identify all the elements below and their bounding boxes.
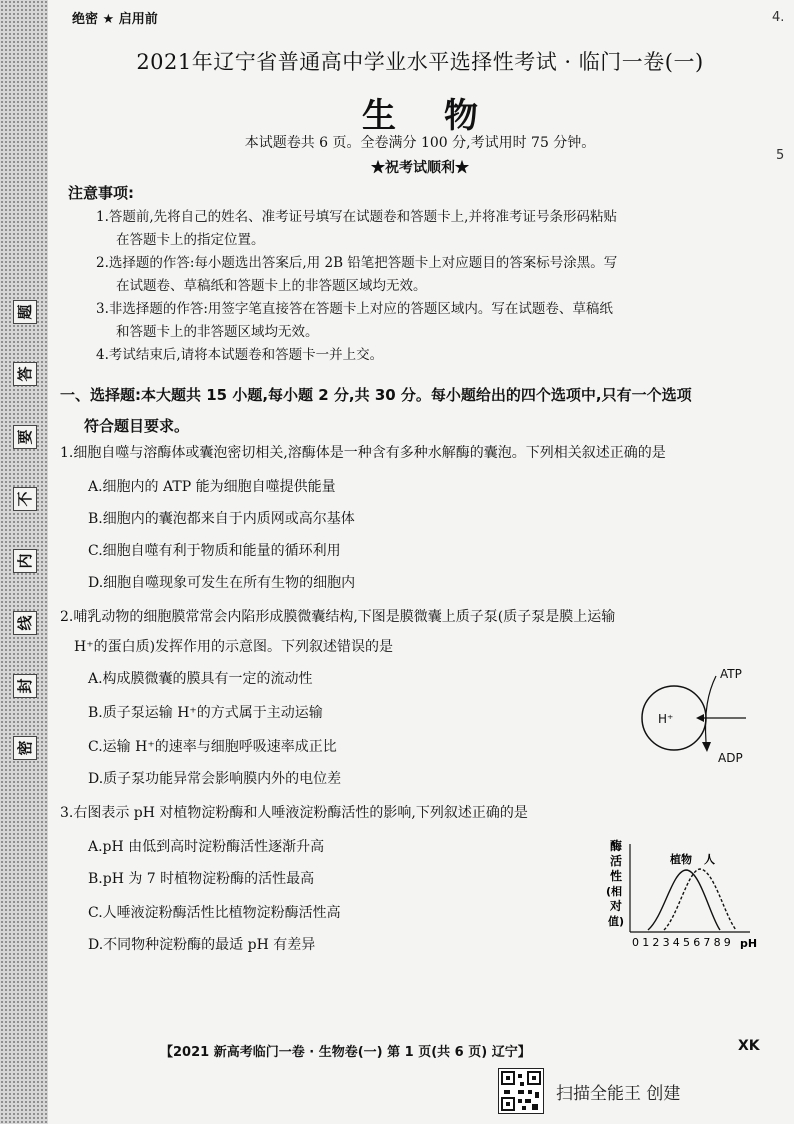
x-tick-label: 0 [632,936,639,949]
subject-title: 生物 [362,96,526,136]
legend-plant: 植物 [670,853,692,866]
y-label-char: 对 [610,899,623,913]
ph-activity-figure [604,836,764,954]
seal-char: 题 [13,300,37,324]
question-stem: 1.细胞自噬与溶酶体或囊泡密切相关,溶酶体是一种含有多种水解酶的囊泡。下列相关叙述正确的是 [60,445,666,461]
question-stem: 2.哺乳动物的细胞膜常常会内陷形成膜微囊结构,下图是膜微囊上质子泵(质子泵是膜上运输 [60,609,616,625]
question-stem: 3.右图表示 pH 对植物淀粉酶和人唾液淀粉酶活性的影响,下列叙述正确的是 [60,805,528,821]
option: D.质子泵功能异常会影响膜内外的电位差 [88,771,342,787]
human-amylase-curve [664,869,736,930]
scanner-text: 扫描全能王 创建 [556,1083,681,1104]
atp-label: ATP [720,667,742,681]
edge-number: 5 [776,148,785,163]
seal-char: 封 [13,674,37,698]
adp-label: ADP [718,751,743,765]
x-tick-label: 4 [672,936,680,949]
option: A.构成膜微囊的膜具有一定的流动性 [88,671,313,687]
x-tick-label: 1 [642,936,650,949]
section-line: 一、选择题:本大题共 15 小题,每小题 2 分,共 30 分。每小题给出的四个选项中,只有一个选项 [60,386,692,404]
option: B.质子泵运输 H⁺的方式属于主动运输 [88,705,323,721]
option: D.不同物种淀粉酶的最适 pH 有差异 [88,937,316,953]
pump-arrowhead [696,714,704,722]
option: C.运输 H⁺的速率与细胞呼吸速率成正比 [88,739,337,755]
h-ion-label: H⁺ [658,712,674,726]
note-line: 在试题卷、草稿纸和答题卡上的非答题区域均无效。 [116,278,427,294]
option: D.细胞自噬现象可发生在所有生物的细胞内 [88,575,356,591]
section-line: 符合题目要求。 [84,417,190,435]
seal-char: 密 [13,736,37,760]
atp-arrowhead [702,742,711,752]
y-label-char: 性 [610,869,623,883]
footer-info: 【2021 新高考临门一卷 · 生物卷(一) 第 1 页(共 6 页) 辽宁】 [160,1045,531,1060]
x-tick-label: 3 [662,936,670,949]
note-line: 4.考试结束后,请将本试题卷和答题卡一并上交。 [96,347,384,363]
seal-char: 要 [13,425,37,449]
note-line: 和答题卡上的非答题区域均无效。 [116,324,319,340]
note-line: 2.选择题的作答:每小题选出答案后,用 2B 铅笔把答题卡上对应题目的答案标号涂黑。写 [96,255,618,271]
atp-arrow [705,676,716,742]
option: C.细胞自噬有利于物质和能量的循环利用 [88,543,341,559]
y-label-char: 活 [610,854,623,868]
seal-char: 不 [13,487,37,511]
legend-human: 人 [704,853,715,866]
seal-char: 答 [13,362,37,386]
y-label-char: 酶 [610,839,623,853]
footer-code: XK [738,1038,760,1054]
edge-number: 4. [772,10,785,25]
note-line: 1.答题前,先将自己的姓名、准考证号填写在试题卷和答题卡上,并将准考证号条形码粘贴 [96,209,617,225]
x-tick-label: 6 [693,936,701,949]
x-tick-label: 7 [703,936,711,949]
binding-strip [0,0,48,1124]
wish-line: ★祝考试顺利★ [371,160,469,176]
note-line: 在答题卡上的指定位置。 [116,232,265,248]
note-line: 3.非选择题的作答:用签字笔直接答在答题卡上对应的答题区域内。写在试题卷、草稿纸 [96,301,613,317]
plant-amylase-curve [648,870,720,930]
option: B.细胞内的囊泡都来自于内质网或高尔基体 [88,511,355,527]
seal-char: 线 [13,611,37,635]
question-stem: H⁺的蛋白质)发挥作用的示意图。下列叙述错误的是 [74,639,394,655]
seal-char: 内 [13,549,37,573]
x-tick-label: 9 [723,936,731,949]
seal-text [10,300,40,760]
x-axis-label: pH [740,937,758,950]
exam-info: 本试题卷共 6 页。全卷满分 100 分,考试用时 75 分钟。 [244,135,596,151]
scanner-watermark [498,1068,680,1114]
x-tick-label: 8 [713,936,721,949]
option: A.细胞内的 ATP 能为细胞自噬提供能量 [88,479,336,495]
notes-list [96,206,766,367]
x-tick-label: 2 [652,936,660,949]
qr-code-icon [498,1068,544,1114]
y-label-char: 值) [608,915,625,928]
notes-heading: 注意事项: [68,184,134,202]
secret-label: 绝密 ★ 启用前 [72,12,158,27]
option: C.人唾液淀粉酶活性比植物淀粉酶活性高 [88,905,341,921]
option: B.pH 为 7 时植物淀粉酶的活性最高 [88,871,315,887]
y-label-char: (相 [606,885,623,898]
x-ticks [632,936,731,949]
option: A.pH 由低到高时淀粉酶活性逐渐升高 [88,839,325,855]
proton-pump-figure [636,662,766,772]
section-heading [60,380,760,442]
x-tick-label: 5 [683,936,690,949]
exam-title: 2021年辽宁省普通高中学业水平选择性考试 · 临门一卷(一) [136,50,704,74]
